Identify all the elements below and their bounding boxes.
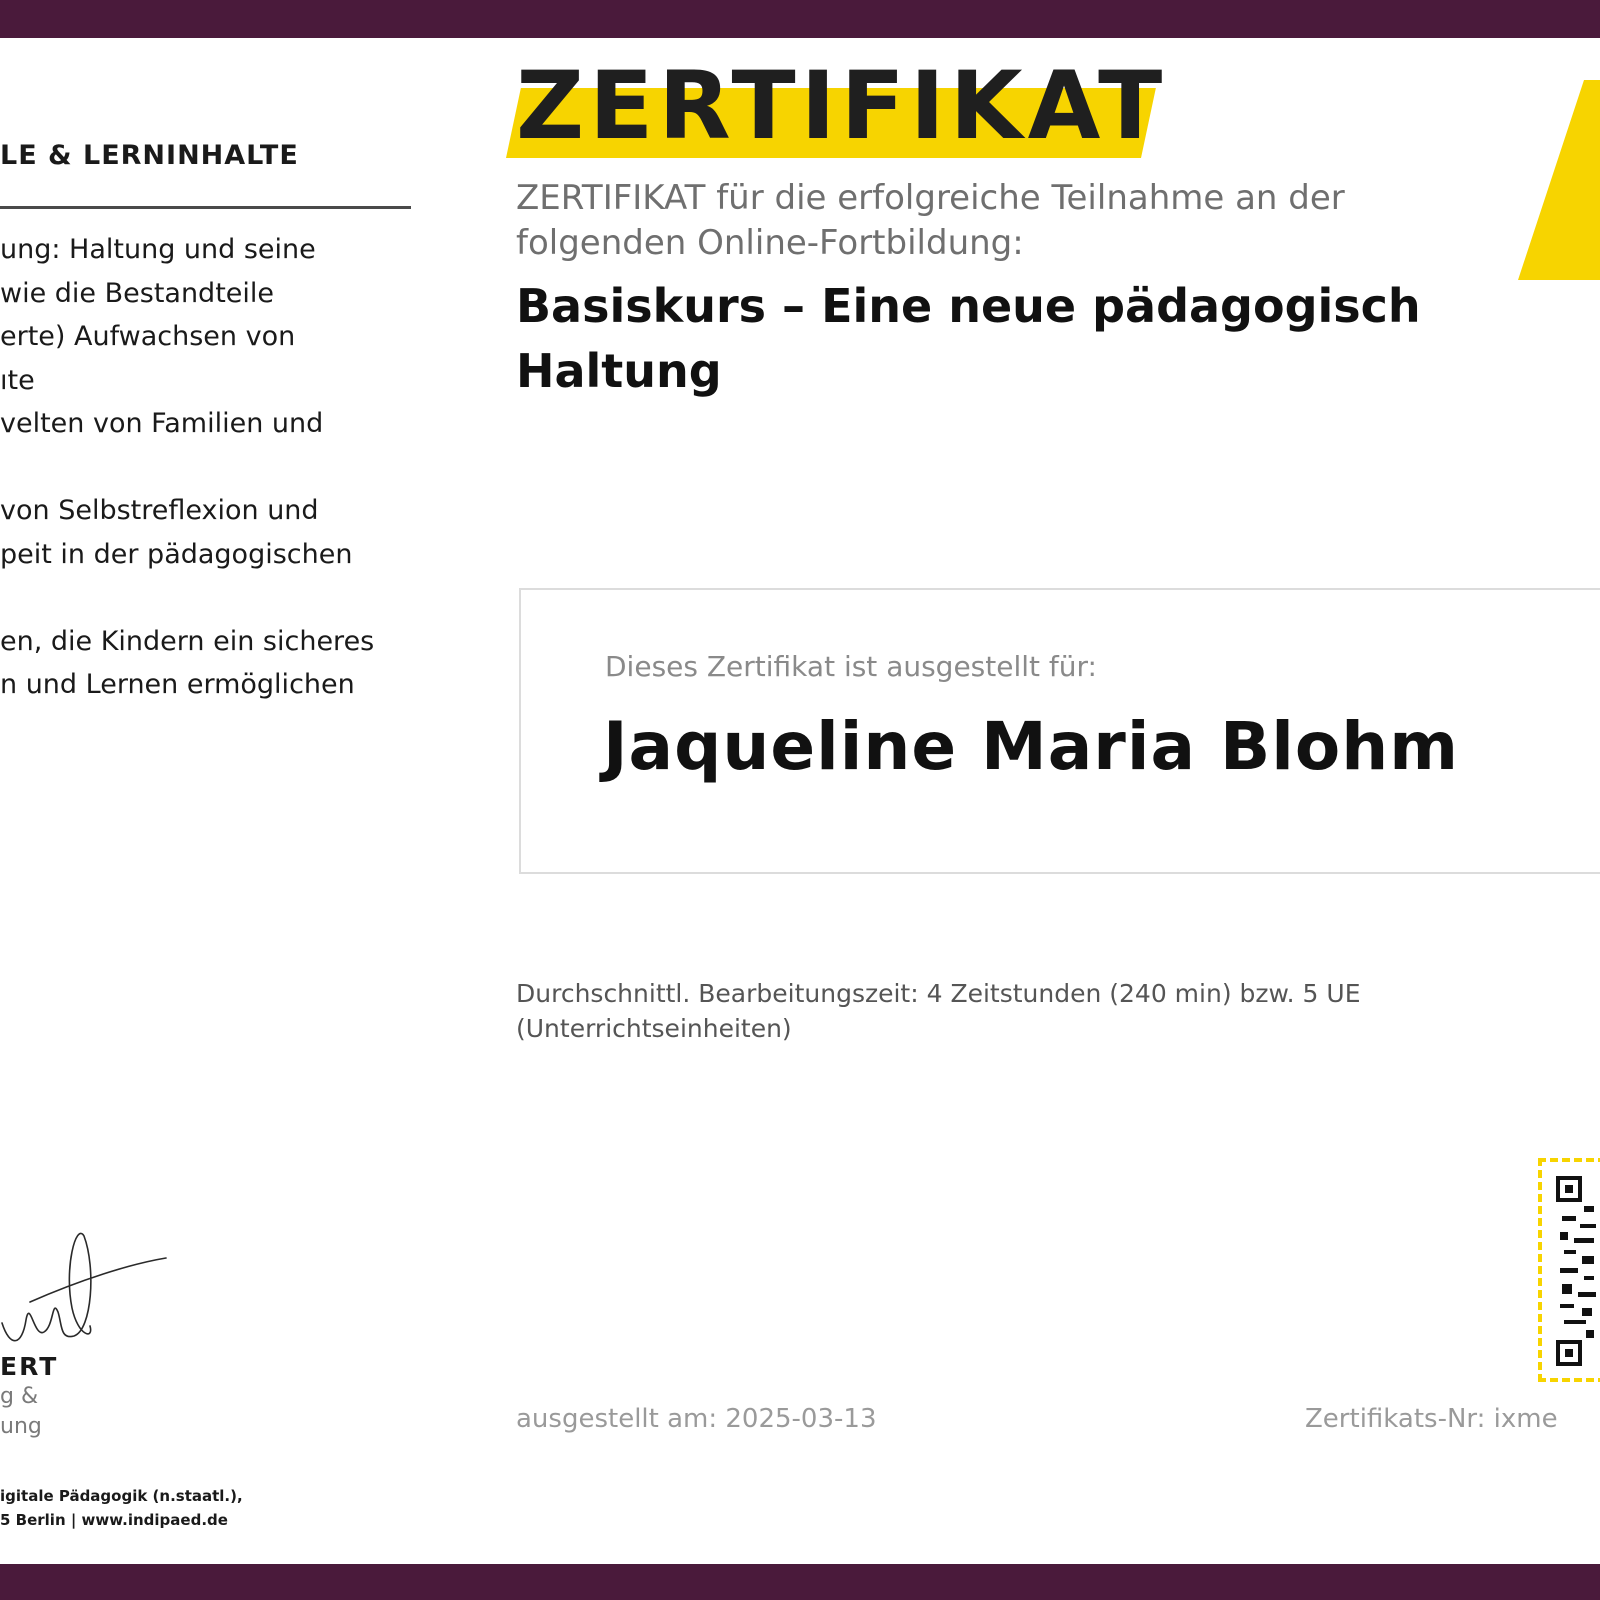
learning-content-line: en, die Kindern ein sicheres xyxy=(0,625,375,657)
signer-role xyxy=(0,1382,42,1442)
learning-goals-heading: LE & LERNINHALTE xyxy=(0,140,299,171)
signer-name: ERT xyxy=(0,1352,59,1381)
footer-line: 5 Berlin | www.indipaed.de xyxy=(0,1511,228,1529)
certificate-number: Zertifikats-Nr: ixme xyxy=(1305,1404,1558,1434)
intro-line: ZERTIFIKAT für die erfolgreiche Teilnahme an der xyxy=(516,178,1345,218)
certificate-headline xyxy=(506,52,1168,168)
duration-line: Durchschnittl. Bearbeitungszeit: 4 Zeitstunden (240 min) bzw. 5 UE xyxy=(516,979,1361,1008)
signature-icon xyxy=(0,1228,180,1358)
issue-date: ausgestellt am: 2025-03-13 xyxy=(516,1404,877,1434)
recipient-box xyxy=(519,588,1600,874)
heading-divider xyxy=(0,206,411,209)
duration-info xyxy=(516,976,1576,1046)
headline-text: ZERTIFIKAT xyxy=(516,52,1168,161)
certificate-intro xyxy=(516,176,1576,266)
top-frame-bar xyxy=(0,0,1600,38)
footer-line: igitale Pädagogik (n.staatl.), xyxy=(0,1487,243,1505)
course-title-line: Basiskurs – Eine neue pädagogisch xyxy=(516,279,1421,333)
signer-role-line: ung xyxy=(0,1414,42,1439)
learning-content-line: ung: Haltung und seine xyxy=(0,234,316,265)
learning-content-line: erte) Aufwachsen von xyxy=(0,321,296,352)
organization-footer xyxy=(0,1484,243,1532)
recipient-name: Jaqueline Maria Blohm xyxy=(603,708,1459,785)
qr-code-icon[interactable] xyxy=(1556,1176,1600,1366)
learning-content-line xyxy=(0,576,440,620)
learning-content-list xyxy=(0,228,440,707)
signer-role-line: g & xyxy=(0,1384,39,1409)
learning-content-line xyxy=(0,446,440,490)
learning-content-line: wie die Bestandteile xyxy=(0,277,275,309)
bottom-frame-bar xyxy=(0,1564,1600,1600)
learning-content-line: peit in der pädagogischen xyxy=(0,538,353,570)
recipient-label: Dieses Zertifikat ist ausgestellt für: xyxy=(605,650,1097,683)
course-title xyxy=(516,274,1600,404)
learning-content-line: n und Lernen ermöglichen xyxy=(0,669,355,700)
intro-line: folgenden Online-Fortbildung: xyxy=(516,223,1024,263)
course-title-line: Haltung xyxy=(516,344,722,398)
learning-content-line: von Selbstreflexion und xyxy=(0,495,319,526)
learning-content-line: ıte xyxy=(0,364,35,396)
duration-line: (Unterrichtseinheiten) xyxy=(516,1014,792,1043)
learning-content-line: velten von Familien und xyxy=(0,408,324,439)
